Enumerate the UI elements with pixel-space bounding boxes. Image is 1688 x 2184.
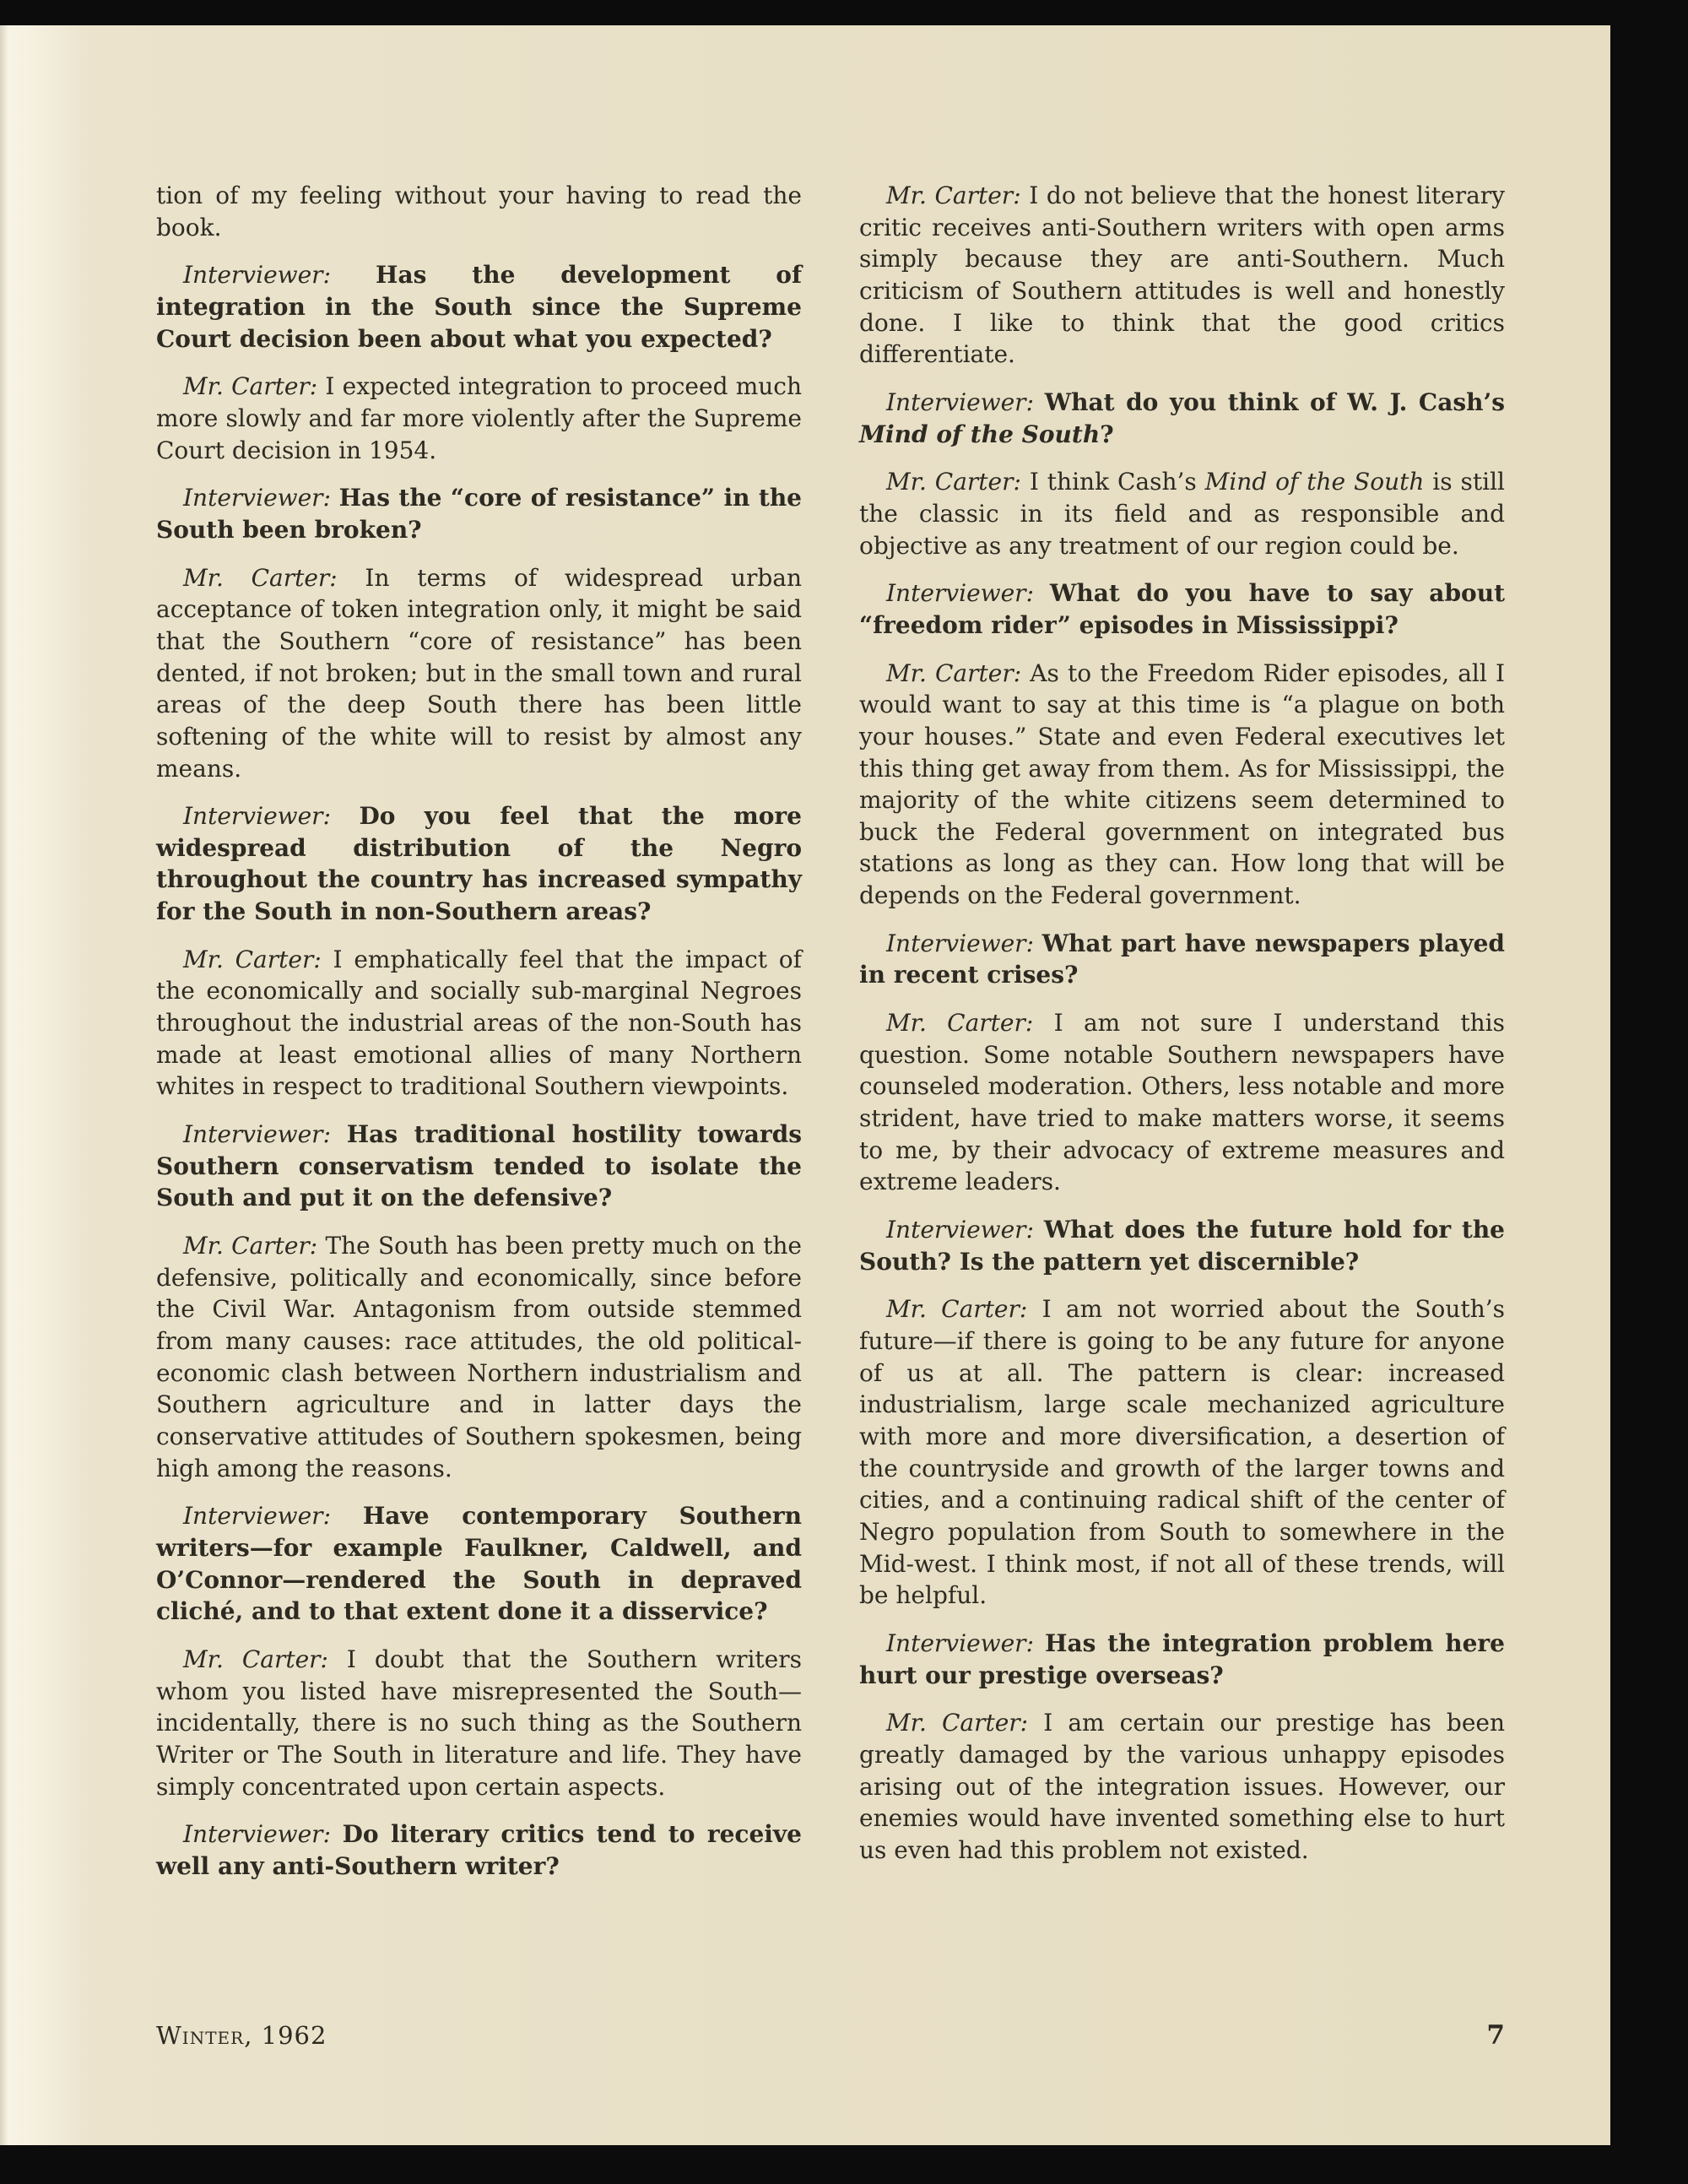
interview-question: [859, 1214, 1505, 1277]
page-number: 7: [1486, 2020, 1505, 2051]
interview-question: [859, 387, 1505, 450]
interview-answer: [859, 180, 1505, 371]
speaker-label: Mr. Carter:: [886, 182, 1030, 209]
interview-answer: [859, 1007, 1505, 1198]
text-columns: [156, 180, 1505, 1899]
interview-question: [156, 800, 802, 928]
left-column: [156, 180, 802, 1899]
paragraph-text: What do you have to say about “freedom rider” episodes in Mississippi?: [859, 579, 1505, 639]
paragraph-text: The South has been pretty much on the defensive, politically and economically, since before the Civil War. Antagonism from outside stemmed from many causes: race attitudes, the old political-economic clash between Northern industrialism and Southern agriculture and in latter days the conservative attitudes of Southern spokesmen, being high among the reasons.: [156, 1232, 802, 1482]
interview-answer: [859, 1293, 1505, 1612]
speaker-label: Interviewer:: [886, 929, 1042, 957]
interview-question: [859, 577, 1505, 641]
interview-answer: [859, 658, 1505, 912]
interview-answer: [859, 1707, 1505, 1866]
paragraph-text: I expected integration to proceed much more slowly and far more violently after the Supreme Court decision in 1954.: [156, 372, 802, 464]
speaker-label: Mr. Carter:: [183, 563, 365, 592]
speaker-label: Interviewer:: [183, 484, 339, 512]
speaker-label: Mr. Carter:: [886, 1709, 1044, 1737]
paragraph-text: Do literary critics tend to receive well any anti-Southern writer?: [156, 1820, 802, 1880]
journal-issue-label: Winter, 1962: [156, 2021, 327, 2050]
interview-question: [156, 482, 802, 545]
speaker-label: Interviewer:: [183, 261, 376, 290]
paragraph-text: Has the “core of resistance” in the South been broken?: [156, 484, 802, 544]
speaker-label: Mr. Carter:: [183, 945, 333, 973]
interview-question: [156, 1500, 802, 1628]
speaker-label: Interviewer:: [886, 1629, 1045, 1657]
speaker-label: Mr. Carter:: [886, 1009, 1054, 1038]
paragraph-text: I am certain our prestige has been greatly damaged by the various unhappy episodes arising out of the integration issues. However, our enemies would have invented something else to hurt us even had this problem not existed.: [859, 1709, 1505, 1864]
interview-question: [156, 259, 802, 355]
scan-border-top: [0, 0, 1688, 25]
interview-answer: [859, 466, 1505, 561]
speaker-label: Mr. Carter:: [183, 1232, 326, 1260]
interview-answer: [156, 562, 802, 785]
paragraph-text: tion of my feeling without your having to read the book.: [156, 182, 802, 241]
paragraph-text: I think Cash’s: [1029, 468, 1205, 496]
paragraph-text: Mind of the South: [859, 420, 1101, 448]
paragraph-text: What do you think of W. J. Cash’s: [1044, 387, 1505, 416]
paragraph-text: Have contemporary Southern writers—for example Faulkner, Caldwell, and O’Connor—rendered the South in depraved cliché, and to that extent done it a disservice?: [156, 1502, 802, 1626]
paragraph-text: Has the development of integration in the South since the Supreme Court decision been about what you expected?: [156, 261, 802, 353]
speaker-label: Interviewer:: [886, 1216, 1044, 1244]
paragraph-text: is still the classic in its field and as responsible and objective as any treatment of our region could be.: [859, 468, 1506, 560]
speaker-label: Mr. Carter:: [183, 1645, 347, 1673]
interview-answer: [156, 1230, 802, 1484]
interview-answer: [156, 1644, 802, 1802]
paragraph-text: What part have newspapers played in recent crises?: [859, 929, 1505, 989]
scan-border-right: [1610, 0, 1688, 2184]
speaker-label: Interviewer:: [886, 579, 1050, 608]
speaker-label: Interviewer:: [183, 1502, 363, 1531]
paragraph-text: Has traditional hostility towards Southern conservatism tended to isolate the South and put it on the defensive?: [156, 1120, 802, 1212]
paragraph-text: What does the future hold for the South? Is the pattern yet discernible?: [859, 1216, 1505, 1276]
speaker-label: Interviewer:: [183, 802, 360, 831]
interview-answer: [156, 944, 802, 1103]
interview-question: [156, 1818, 802, 1882]
speaker-label: Mr. Carter:: [183, 372, 326, 401]
paragraph-text: I am not sure I understand this question. Some notable Southern newspapers have counseled moderation. Others, less notable and more strident, have tried to make matters worse, it seems to me, by their advocacy of extreme measures and extreme leaders.: [859, 1009, 1505, 1196]
paragraph-text: I am not worried about the South’s future—if there is going to be any future for anyone of us at all. The pattern is clear: increased industrialism, large scale mechanized agriculture with more and more diversification, a desertion of the countryside and growth of the larger towns and cities, and a continuing radical shift of the center of Negro population from South to somewhere in the Mid-west. I think most, if not all of these trends, will be helpful.: [859, 1295, 1506, 1610]
continuation-paragraph: [156, 180, 802, 243]
page-footer: [156, 2020, 1505, 2051]
scan-border-bottom: [0, 2145, 1688, 2184]
paragraph-text: Has the integration problem here hurt our prestige overseas?: [859, 1629, 1505, 1689]
magazine-page: [0, 25, 1610, 2145]
speaker-label: Mr. Carter:: [886, 658, 1031, 687]
paragraph-text: I do not believe that the honest literary critic receives anti-Southern writers with open arms simply because they are anti-Southern. Much criticism of Southern attitudes is well and honestly done. I like to think that the good critics differentiate.: [859, 182, 1505, 369]
paragraph-text: Mind of the South: [1204, 468, 1425, 496]
speaker-label: Interviewer:: [183, 1120, 347, 1149]
speaker-label: Mr. Carter:: [886, 1295, 1042, 1324]
paragraph-text: In terms of widespread urban acceptance of token integration only, it might be said that the Southern “core of resistance” has been dented, if not broken; but in the small town and rural areas of the deep South there has been little softening of the white will to resist by almost any means.: [156, 563, 802, 783]
speaker-label: Interviewer:: [183, 1820, 343, 1849]
interview-question: [859, 928, 1505, 991]
paragraph-text: ?: [1100, 420, 1114, 448]
paragraph-text: I doubt that the Southern writers whom you listed have misrepresented the South—incidentally, there is no such thing as the Southern Writer or The South in literature and life. They have simply concentrated upon certain aspects.: [156, 1645, 803, 1801]
paragraph-text: As to the Freedom Rider episodes, all I would want to say at this time is “a plague on both your houses.” State and even Federal executives let this thing get away from them. As for Mississippi, the majority of the white citizens seem determined to buck the Federal government on integrated bus stations as long as they can. How long that will be depends on the Federal government.: [859, 658, 1505, 910]
speaker-label: Mr. Carter:: [886, 468, 1030, 496]
speaker-label: Interviewer:: [886, 387, 1045, 416]
paragraph-text: I emphatically feel that the impact of the economically and socially sub-marginal Negroes throughout the industrial areas of the non-South has made at least emotional allies of many Northern whites in respect to traditional Southern viewpoints.: [156, 945, 802, 1101]
interview-answer: [156, 371, 802, 466]
interview-question: [156, 1119, 802, 1214]
interview-question: [859, 1628, 1505, 1691]
right-column: [859, 180, 1505, 1899]
paragraph-text: Do you feel that the more widespread distribution of the Negro throughout the country has increased sympathy for the South in non-Southern areas?: [156, 802, 803, 926]
